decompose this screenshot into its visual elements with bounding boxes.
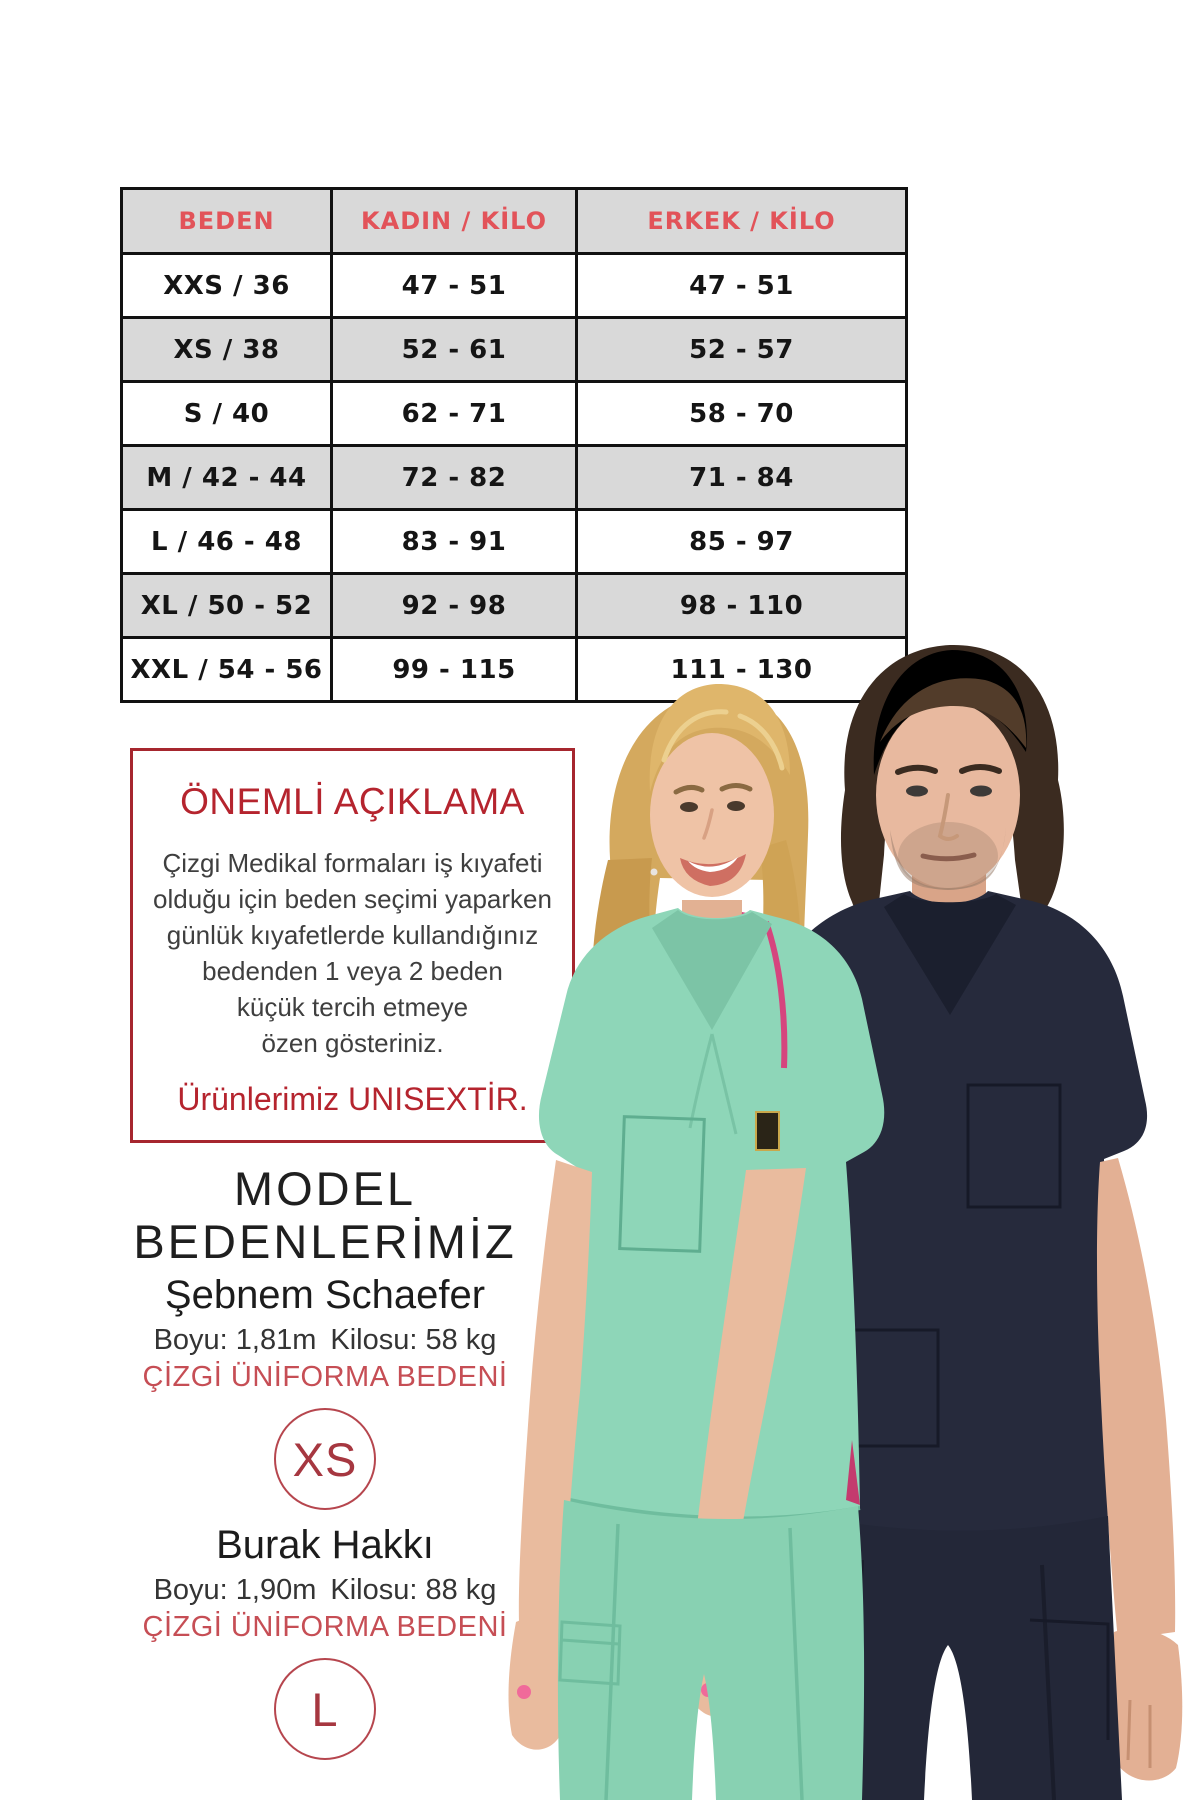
cell-beden: XS / 38 <box>122 318 332 382</box>
female-earring <box>651 869 658 876</box>
male-size-value: L <box>311 1682 339 1736</box>
female-size-value: XS <box>292 1432 358 1486</box>
cell-beden: L / 46 - 48 <box>122 510 332 574</box>
cell-beden: XXS / 36 <box>122 254 332 318</box>
table-row <box>122 318 907 382</box>
cell-erkek: 85 - 97 <box>577 510 907 574</box>
cell-erkek: 98 - 110 <box>577 574 907 638</box>
male-model-height: Boyu: 1,90m <box>153 1574 317 1606</box>
cell-kadin: 99 - 115 <box>332 638 577 702</box>
cell-kadin: 47 - 51 <box>332 254 577 318</box>
female-pants <box>558 1500 864 1800</box>
models-photo <box>440 560 1200 1800</box>
table-row <box>122 446 907 510</box>
col-header-kadin: KADIN / KİLO <box>332 189 577 254</box>
male-jaw-shadow <box>898 822 998 890</box>
female-left-thumbnail <box>517 1685 531 1699</box>
brand-label <box>756 1112 779 1150</box>
col-header-erkek: ERKEK / KİLO <box>577 189 907 254</box>
col-header-beden: BEDEN <box>122 189 332 254</box>
cell-erkek: 52 - 57 <box>577 318 907 382</box>
cell-kadin: 62 - 71 <box>332 382 577 446</box>
cell-kadin: 72 - 82 <box>332 446 577 510</box>
cell-kadin: 83 - 91 <box>332 510 577 574</box>
male-uniform-size-label: ÇİZGİ ÜNİFORMA BEDENİ <box>142 1611 508 1643</box>
notice-line: Çizgi Medikal formaları iş kıyafeti <box>162 848 543 878</box>
notice-line: özen gösteriniz. <box>261 1028 444 1058</box>
cell-kadin: 92 - 98 <box>332 574 577 638</box>
cell-beden: XXL / 54 - 56 <box>122 638 332 702</box>
cell-erkek: 47 - 51 <box>577 254 907 318</box>
cell-erkek: 71 - 84 <box>577 446 907 510</box>
female-left-eye <box>680 802 698 812</box>
male-right-eye <box>970 786 992 797</box>
cell-beden: M / 42 - 44 <box>122 446 332 510</box>
female-model <box>509 684 885 1800</box>
unisex-note: Ürünlerimiz UNISEXTİR. <box>177 1081 528 1117</box>
cell-beden: S / 40 <box>122 382 332 446</box>
male-model-name: Burak Hakkı <box>216 1523 434 1567</box>
table-row <box>122 382 907 446</box>
cell-erkek: 58 - 70 <box>577 382 907 446</box>
notice-title: ÖNEMLİ AÇIKLAMA <box>180 781 525 822</box>
cell-erkek: 111 - 130 <box>577 638 907 702</box>
notice-line: bedenden 1 veya 2 beden <box>202 956 503 986</box>
male-size-badge <box>274 1658 376 1760</box>
male-model-weight: Kilosu: 88 kg <box>330 1574 497 1606</box>
cell-kadin: 52 - 61 <box>332 318 577 382</box>
size-table-header-row <box>122 189 907 254</box>
cell-beden: XL / 50 - 52 <box>122 574 332 638</box>
notice-line: olduğu için beden seçimi yaparken <box>153 884 552 914</box>
female-right-eye <box>727 801 745 811</box>
notice-line: günlük kıyafetlerde kullandığınız <box>166 920 539 950</box>
female-size-badge <box>274 1408 376 1510</box>
notice-line: küçük tercih etmeye <box>236 992 469 1022</box>
male-left-eye <box>906 786 928 797</box>
female-model-height: Boyu: 1,81m <box>153 1324 317 1356</box>
female-model-weight: Kilosu: 58 kg <box>330 1324 497 1356</box>
models-heading-line2: BEDENLERİMİZ <box>133 1215 517 1268</box>
models-heading-line1: MODEL <box>233 1162 417 1215</box>
female-uniform-size-label: ÇİZGİ ÜNİFORMA BEDENİ <box>142 1361 508 1393</box>
male-hand <box>1110 1629 1183 1781</box>
table-row <box>122 254 907 318</box>
female-model-name: Şebnem Schaefer <box>164 1273 486 1317</box>
